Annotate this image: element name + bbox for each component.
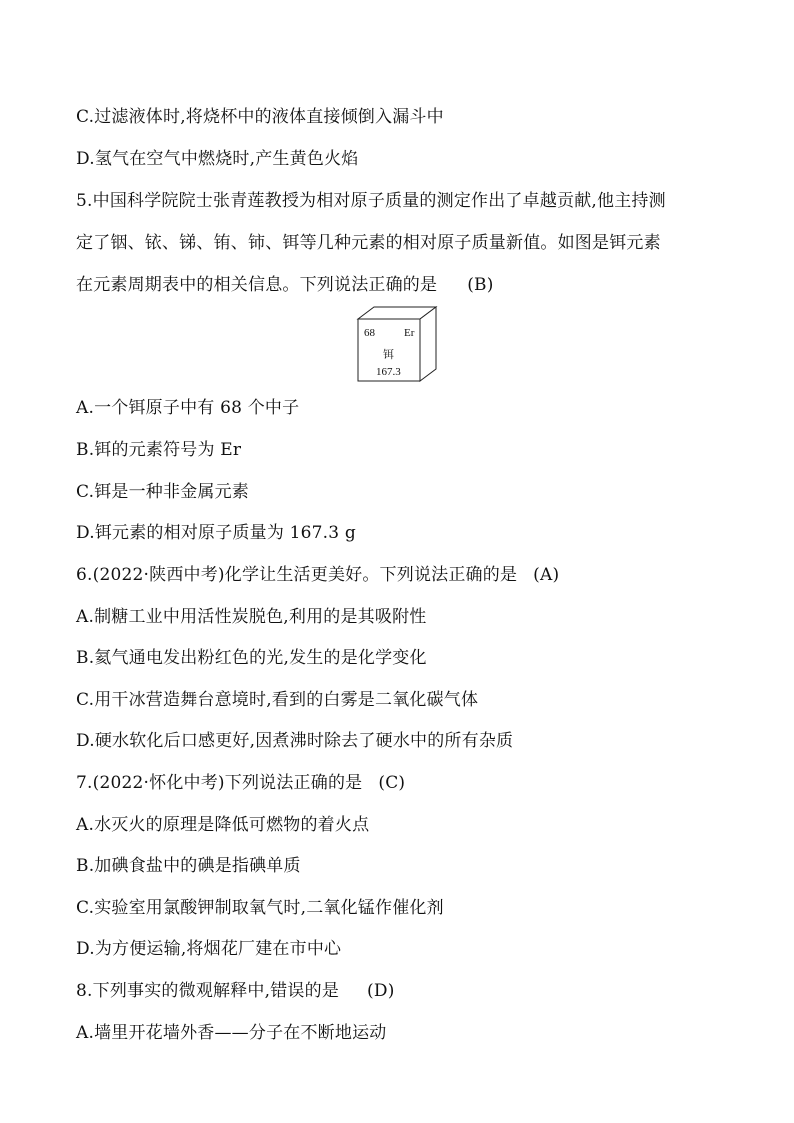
- q6-option-b: B.氦气通电发出粉红色的光,发生的是化学变化: [76, 648, 427, 668]
- q7-option-c: C.实验室用氯酸钾制取氧气时,二氧化锰作催化剂: [76, 898, 444, 918]
- q5-stem-line-2: 定了铟、铱、锑、铕、铈、铒等几种元素的相对原子质量新值。如图是铒元素: [76, 233, 661, 253]
- element-atomic-number: 68: [364, 327, 375, 339]
- q6-option-d: D.硬水软化后口感更好,因煮沸时除去了硬水中的所有杂质: [76, 731, 514, 751]
- q6-option-a: A.制糖工业中用活性炭脱色,利用的是其吸附性: [76, 607, 427, 627]
- q4-option-c: C.过滤液体时,将烧杯中的液体直接倾倒入漏斗中: [76, 107, 444, 127]
- q7-answer: (C): [378, 773, 406, 793]
- q7-option-d: D.为方便运输,将烟花厂建在市中心: [76, 939, 342, 959]
- q6-answer: (A): [533, 565, 560, 585]
- q8-stem: 8.下列事实的微观解释中,错误的是: [76, 981, 340, 1001]
- q8-stem-line: [76, 981, 395, 1001]
- q6-stem-line: [76, 565, 559, 585]
- element-atomic-mass: 167.3: [376, 366, 401, 378]
- q4-option-d: D.氢气在空气中燃烧时,产生黄色火焰: [76, 149, 359, 169]
- q7-option-b: B.加碘食盐中的碘是指碘单质: [76, 856, 301, 876]
- q5-stem-line-3: [76, 275, 494, 295]
- q7-option-a: A.水灭火的原理是降低可燃物的着火点: [76, 815, 370, 835]
- q6-option-c: C.用干冰营造舞台意境时,看到的白雾是二氧化碳气体: [76, 690, 479, 710]
- q5-answer: (B): [467, 275, 494, 295]
- element-card-erbium: [356, 305, 438, 383]
- q6-stem: 6.(2022·陕西中考)化学让生活更美好。下列说法正确的是: [76, 565, 518, 585]
- element-symbol: Er: [404, 327, 415, 339]
- q5-option-c: C.铒是一种非金属元素: [76, 482, 250, 502]
- q5-stem-text: 在元素周期表中的相关信息。下列说法正确的是: [76, 275, 438, 295]
- q8-option-a: A.墙里开花墙外香——分子在不断地运动: [76, 1023, 387, 1043]
- element-name: 铒: [383, 348, 394, 361]
- q7-stem-line: [76, 773, 405, 793]
- q8-answer: (D): [367, 981, 395, 1001]
- q5-option-b: B.铒的元素符号为 Er: [76, 440, 242, 460]
- q7-stem: 7.(2022·怀化中考)下列说法正确的是: [76, 773, 363, 793]
- q5-option-a: A.一个铒原子中有 68 个中子: [76, 398, 300, 418]
- q5-stem-line-1: 5.中国科学院院士张青莲教授为相对原子质量的测定作出了卓越贡献,他主持测: [76, 191, 666, 211]
- q5-option-d: D.铒元素的相对原子质量为 167.3 g: [76, 523, 356, 543]
